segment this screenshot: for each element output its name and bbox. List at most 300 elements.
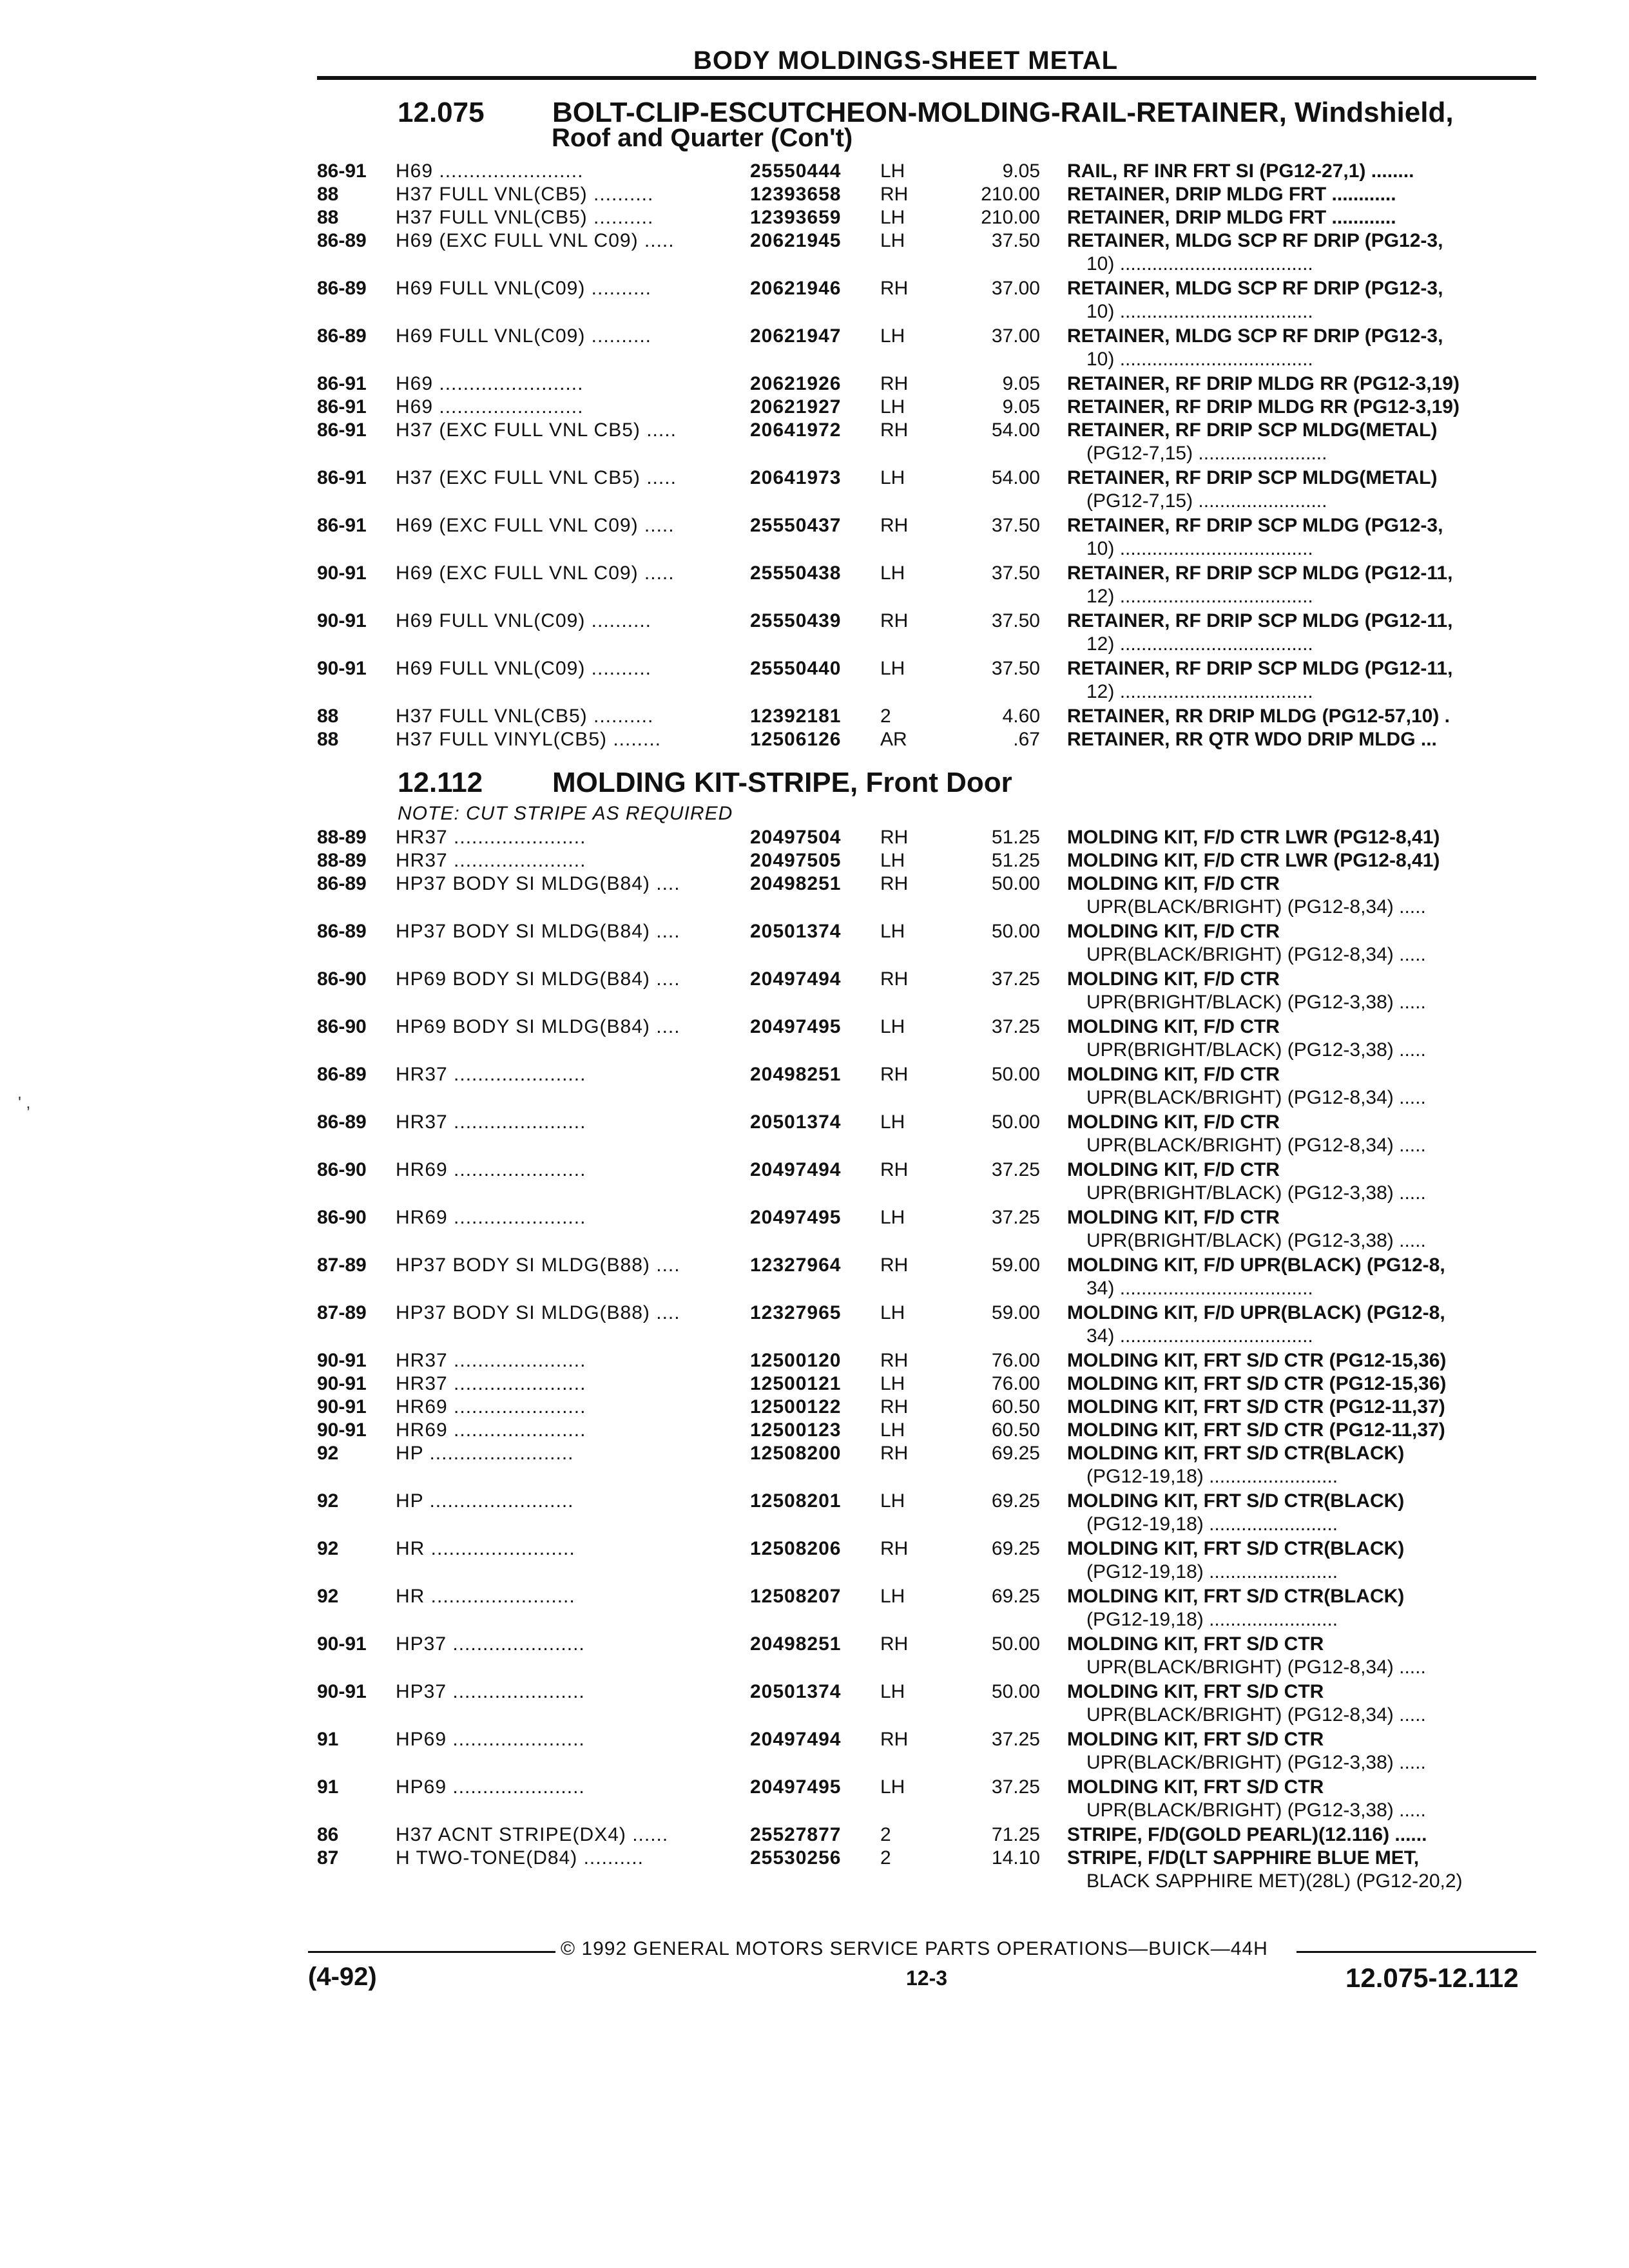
description-line: MOLDING KIT, FRT S/D CTR(BLACK) — [1067, 1490, 1405, 1512]
price: 69.25 — [991, 1490, 1040, 1512]
model-code: H TWO-TONE(D84) .......... — [396, 1847, 644, 1869]
side-qty: 2 — [880, 1824, 891, 1845]
part-number: 12500121 — [750, 1373, 842, 1394]
margin-mark: ' , — [18, 1093, 31, 1112]
model-year: 88 — [317, 706, 339, 727]
price: 37.50 — [991, 230, 1040, 251]
part-description — [1067, 1680, 1531, 1727]
side-qty: LH — [880, 1302, 905, 1323]
model-code: HP37 BODY SI MLDG(B84) .... — [396, 873, 680, 894]
description-line: RETAINER, RF DRIP SCP MLDG(METAL) — [1067, 467, 1438, 488]
model-code: HP69 BODY SI MLDG(B84) .... — [396, 1016, 680, 1037]
model-year: 86-89 — [317, 1111, 367, 1133]
model-year: 86-90 — [317, 1159, 367, 1180]
model-year: 86-91 — [317, 515, 367, 536]
part-number: 20498251 — [750, 1633, 842, 1655]
model-code: HR ........................ — [396, 1586, 575, 1607]
part-number: 12508201 — [750, 1490, 842, 1512]
description-line: MOLDING KIT, FRT S/D CTR — [1067, 1633, 1324, 1655]
side-qty: LH — [880, 1419, 905, 1441]
model-code: HR69 ...................... — [396, 1207, 586, 1228]
part-number: 20497494 — [750, 968, 842, 990]
price: 60.50 — [991, 1396, 1040, 1418]
price: 69.25 — [991, 1443, 1040, 1464]
footer-section-range: 12.075-12.112 — [1345, 1963, 1519, 1993]
model-code: HP ........................ — [396, 1443, 574, 1464]
price: 9.05 — [1002, 160, 1040, 182]
description-line: MOLDING KIT, F/D UPR(BLACK) (PG12-8, — [1067, 1302, 1445, 1323]
part-number: 25530256 — [750, 1847, 842, 1869]
part-description — [1067, 610, 1531, 656]
part-number: 20497495 — [750, 1016, 842, 1037]
description-line: MOLDING KIT, FRT S/D CTR (PG12-15,36) — [1067, 1373, 1447, 1394]
model-year: 92 — [317, 1586, 339, 1607]
footer-copyright: © 1992 GENERAL MOTORS SERVICE PARTS OPERATIONS—BUICK—44H — [561, 1938, 1268, 1959]
part-number: 20621927 — [750, 396, 842, 418]
part-description — [1067, 562, 1531, 608]
price: 4.60 — [1002, 706, 1040, 727]
part-description — [1067, 514, 1531, 561]
part-description — [1067, 1349, 1531, 1372]
part-description — [1067, 372, 1531, 396]
part-number: 12500123 — [750, 1419, 842, 1441]
price: 210.00 — [981, 184, 1040, 205]
description-line: MOLDING KIT, F/D CTR — [1067, 1111, 1280, 1133]
model-code: H69 ........................ — [396, 396, 584, 418]
description-line: MOLDING KIT, FRT S/D CTR — [1067, 1776, 1324, 1798]
model-code: H37 FULL VNL(CB5) .......... — [396, 184, 654, 205]
part-description — [1067, 1206, 1531, 1253]
price: 60.50 — [991, 1419, 1040, 1441]
part-description — [1067, 1442, 1531, 1488]
model-year: 90-91 — [317, 1373, 367, 1394]
section-number: 12.112 — [398, 767, 483, 798]
price: 50.00 — [991, 1111, 1040, 1133]
model-code: H69 (EXC FULL VNL C09) ..... — [396, 230, 675, 251]
description-line: RAIL, RF INR FRT SI (PG12-27,1) ........ — [1067, 160, 1414, 182]
price: 54.00 — [991, 467, 1040, 488]
description-continuation: (PG12-19,18) ........................ — [1086, 1514, 1338, 1535]
description-continuation: UPR(BRIGHT/BLACK) (PG12-3,38) ..... — [1086, 1039, 1426, 1061]
description-line: MOLDING KIT, F/D CTR — [1067, 1207, 1280, 1228]
model-year: 86-91 — [317, 160, 367, 182]
description-line: MOLDING KIT, F/D CTR LWR (PG12-8,41) — [1067, 850, 1440, 871]
part-number: 20621945 — [750, 230, 842, 251]
description-line: STRIPE, F/D(LT SAPPHIRE BLUE MET, — [1067, 1847, 1420, 1869]
side-qty: RH — [880, 1633, 909, 1655]
side-qty: LH — [880, 230, 905, 251]
part-number: 20497495 — [750, 1207, 842, 1228]
model-year: 86-91 — [317, 373, 367, 394]
part-number: 12506126 — [750, 729, 842, 750]
part-description — [1067, 1158, 1531, 1205]
description-continuation: (PG12-19,18) ........................ — [1086, 1466, 1338, 1487]
model-year: 90-91 — [317, 610, 367, 631]
part-description — [1067, 1254, 1531, 1300]
model-year: 88 — [317, 207, 339, 228]
part-number: 20497495 — [750, 1776, 842, 1798]
description-line: MOLDING KIT, F/D UPR(BLACK) (PG12-8, — [1067, 1254, 1445, 1276]
side-qty: LH — [880, 562, 905, 584]
part-description — [1067, 1847, 1531, 1893]
side-qty: LH — [880, 207, 905, 228]
price: 210.00 — [981, 207, 1040, 228]
part-number: 25550439 — [750, 610, 842, 631]
model-code: HR37 ...................... — [396, 827, 586, 848]
description-line: RETAINER, DRIP MLDG FRT ............ — [1067, 207, 1396, 228]
section-title: BOLT-CLIP-ESCUTCHEON-MOLDING-RAIL-RETAINER, Windshield, — [552, 97, 1454, 128]
price: 14.10 — [991, 1847, 1040, 1869]
part-description — [1067, 1302, 1531, 1348]
description-line: RETAINER, RF DRIP SCP MLDG (PG12-11, — [1067, 658, 1453, 679]
model-code: HP69 BODY SI MLDG(B84) .... — [396, 968, 680, 990]
description-line: MOLDING KIT, FRT S/D CTR — [1067, 1681, 1324, 1702]
model-year: 88 — [317, 729, 339, 750]
part-number: 20641972 — [750, 419, 842, 441]
part-description — [1067, 1728, 1531, 1774]
description-line: MOLDING KIT, F/D CTR — [1067, 968, 1280, 990]
part-description — [1067, 705, 1531, 728]
part-number: 12508207 — [750, 1586, 842, 1607]
description-line: MOLDING KIT, F/D CTR — [1067, 1159, 1280, 1180]
part-number: 20498251 — [750, 1064, 842, 1085]
model-code: HP37 BODY SI MLDG(B88) .... — [396, 1302, 680, 1323]
description-line: MOLDING KIT, F/D CTR — [1067, 921, 1280, 942]
description-line: MOLDING KIT, FRT S/D CTR — [1067, 1729, 1324, 1750]
price: 59.00 — [991, 1254, 1040, 1276]
part-description — [1067, 849, 1531, 872]
part-number: 25550438 — [750, 562, 842, 584]
part-description — [1067, 419, 1531, 465]
description-line: MOLDING KIT, FRT S/D CTR(BLACK) — [1067, 1586, 1405, 1607]
model-year: 86-91 — [317, 419, 367, 441]
price: 37.25 — [991, 968, 1040, 990]
description-continuation: UPR(BRIGHT/BLACK) (PG12-3,38) ..... — [1086, 992, 1426, 1013]
part-number: 25550440 — [750, 658, 842, 679]
model-year: 86-91 — [317, 396, 367, 418]
description-line: MOLDING KIT, F/D CTR LWR (PG12-8,41) — [1067, 827, 1440, 848]
description-continuation: UPR(BLACK/BRIGHT) (PG12-3,38) ..... — [1086, 1752, 1426, 1773]
side-qty: LH — [880, 1207, 905, 1228]
model-year: 86-89 — [317, 921, 367, 942]
model-code: HP69 ...................... — [396, 1729, 585, 1750]
part-description — [1067, 1063, 1531, 1110]
model-code: HP69 ...................... — [396, 1776, 585, 1798]
part-description — [1067, 1537, 1531, 1584]
description-line: MOLDING KIT, FRT S/D CTR(BLACK) — [1067, 1538, 1405, 1559]
description-continuation: 12) .................................... — [1086, 681, 1313, 702]
price: 37.50 — [991, 562, 1040, 584]
model-code: HR37 ...................... — [396, 1350, 586, 1371]
price: 54.00 — [991, 419, 1040, 441]
side-qty: RH — [880, 1254, 909, 1276]
model-year: 86-91 — [317, 467, 367, 488]
model-year: 90-91 — [317, 562, 367, 584]
description-continuation: 10) .................................... — [1086, 538, 1313, 559]
part-description — [1067, 1372, 1531, 1396]
part-number: 12500120 — [750, 1350, 842, 1371]
side-qty: RH — [880, 1729, 909, 1750]
description-line: RETAINER, RF DRIP SCP MLDG (PG12-11, — [1067, 610, 1453, 631]
model-year: 86 — [317, 1824, 339, 1845]
model-year: 92 — [317, 1443, 339, 1464]
model-year: 86-89 — [317, 278, 367, 299]
description-continuation: UPR(BLACK/BRIGHT) (PG12-8,34) ..... — [1086, 1087, 1426, 1108]
part-number: 12393658 — [750, 184, 842, 205]
model-code: H37 FULL VINYL(CB5) ........ — [396, 729, 662, 750]
description-continuation: UPR(BLACK/BRIGHT) (PG12-8,34) ..... — [1086, 944, 1426, 965]
description-continuation: (PG12-19,18) ........................ — [1086, 1561, 1338, 1582]
part-number: 20621926 — [750, 373, 842, 394]
part-description — [1067, 1490, 1531, 1536]
part-description — [1067, 872, 1531, 919]
description-continuation: UPR(BLACK/BRIGHT) (PG12-8,34) ..... — [1086, 896, 1426, 918]
description-continuation: 12) .................................... — [1086, 586, 1313, 607]
price: 50.00 — [991, 1681, 1040, 1702]
price: 69.25 — [991, 1586, 1040, 1607]
side-qty: LH — [880, 1681, 905, 1702]
part-number: 20621946 — [750, 278, 842, 299]
part-description — [1067, 1776, 1531, 1822]
part-description — [1067, 1823, 1531, 1847]
part-number: 12327965 — [750, 1302, 842, 1323]
model-code: H69 (EXC FULL VNL C09) ..... — [396, 562, 675, 584]
price: 37.25 — [991, 1729, 1040, 1750]
side-qty: RH — [880, 1064, 909, 1085]
model-year: 90-91 — [317, 1350, 367, 1371]
model-code: H37 (EXC FULL VNL CB5) ..... — [396, 419, 677, 441]
side-qty: RH — [880, 873, 909, 894]
side-qty: RH — [880, 373, 909, 394]
part-description — [1067, 920, 1531, 966]
price: 69.25 — [991, 1538, 1040, 1559]
part-description — [1067, 1585, 1531, 1631]
description-line: RETAINER, DRIP MLDG FRT ............ — [1067, 184, 1396, 205]
section-title: MOLDING KIT-STRIPE, Front Door — [552, 767, 1012, 798]
price: 51.25 — [991, 850, 1040, 871]
side-qty: RH — [880, 1396, 909, 1418]
part-number: 20621947 — [750, 325, 842, 347]
model-year: 92 — [317, 1538, 339, 1559]
description-continuation: BLACK SAPPHIRE MET)(28L) (PG12-20,2) — [1086, 1870, 1463, 1892]
part-number: 20498251 — [750, 873, 842, 894]
side-qty: RH — [880, 1538, 909, 1559]
price: 37.00 — [991, 278, 1040, 299]
price: 9.05 — [1002, 396, 1040, 418]
part-number: 20497505 — [750, 850, 842, 871]
part-number: 20501374 — [750, 921, 842, 942]
part-number: 20497494 — [750, 1159, 842, 1180]
part-number: 12508200 — [750, 1443, 842, 1464]
section-note: NOTE: CUT STRIPE AS REQUIRED — [398, 803, 733, 824]
description-continuation: UPR(BLACK/BRIGHT) (PG12-8,34) ..... — [1086, 1135, 1426, 1156]
part-number: 12508206 — [750, 1538, 842, 1559]
description-line: RETAINER, RF DRIP SCP MLDG (PG12-11, — [1067, 562, 1453, 584]
part-number: 25550437 — [750, 515, 842, 536]
part-number: 12327964 — [750, 1254, 842, 1276]
side-qty: LH — [880, 1776, 905, 1798]
model-code: HP37 ...................... — [396, 1633, 585, 1655]
price: 76.00 — [991, 1350, 1040, 1371]
description-continuation: (PG12-7,15) ........................ — [1086, 443, 1327, 464]
footer-page-number: 12-3 — [906, 1966, 948, 1990]
model-code: HP37 ...................... — [396, 1681, 585, 1702]
side-qty: LH — [880, 160, 905, 182]
description-continuation: 10) .................................... — [1086, 349, 1313, 370]
side-qty: RH — [880, 610, 909, 631]
side-qty: RH — [880, 184, 909, 205]
model-code: H69 FULL VNL(C09) .......... — [396, 658, 652, 679]
part-description — [1067, 1419, 1531, 1442]
price: 50.00 — [991, 873, 1040, 894]
description-line: RETAINER, RF DRIP SCP MLDG (PG12-3, — [1067, 515, 1443, 536]
side-qty: LH — [880, 1016, 905, 1037]
footer-rule-right — [1296, 1951, 1536, 1953]
description-continuation: (PG12-7,15) ........................ — [1086, 490, 1327, 512]
description-continuation: 10) .................................... — [1086, 253, 1313, 274]
model-code: HR37 ...................... — [396, 1373, 586, 1394]
part-number: 20497494 — [750, 1729, 842, 1750]
model-code: H69 FULL VNL(C09) .......... — [396, 278, 652, 299]
part-description — [1067, 466, 1531, 513]
part-description — [1067, 160, 1531, 183]
description-continuation: UPR(BLACK/BRIGHT) (PG12-8,34) ..... — [1086, 1657, 1426, 1678]
description-line: RETAINER, MLDG SCP RF DRIP (PG12-3, — [1067, 230, 1443, 251]
model-year: 92 — [317, 1490, 339, 1512]
side-qty: RH — [880, 1159, 909, 1180]
part-description — [1067, 277, 1531, 323]
part-number: 25527877 — [750, 1824, 842, 1845]
description-line: MOLDING KIT, F/D CTR — [1067, 873, 1280, 894]
footer-rule-left — [308, 1951, 555, 1953]
side-qty: LH — [880, 921, 905, 942]
part-description — [1067, 728, 1531, 751]
part-description — [1067, 1396, 1531, 1419]
side-qty: RH — [880, 278, 909, 299]
side-qty: RH — [880, 968, 909, 990]
part-description — [1067, 826, 1531, 849]
model-year: 91 — [317, 1776, 339, 1798]
price: 37.50 — [991, 515, 1040, 536]
model-code: HP37 BODY SI MLDG(B84) .... — [396, 921, 680, 942]
price: .67 — [1013, 729, 1040, 750]
part-description — [1067, 206, 1531, 229]
price: 50.00 — [991, 921, 1040, 942]
model-year: 86-89 — [317, 1064, 367, 1085]
side-qty: LH — [880, 850, 905, 871]
description-line: MOLDING KIT, F/D CTR — [1067, 1064, 1280, 1085]
description-line: STRIPE, F/D(GOLD PEARL)(12.116) ...... — [1067, 1824, 1427, 1845]
side-qty: 2 — [880, 1847, 891, 1869]
price: 37.25 — [991, 1207, 1040, 1228]
price: 50.00 — [991, 1064, 1040, 1085]
model-code: H69 FULL VNL(C09) .......... — [396, 325, 652, 347]
price: 71.25 — [991, 1824, 1040, 1845]
part-number: 12500122 — [750, 1396, 842, 1418]
side-qty: LH — [880, 1111, 905, 1133]
description-continuation: UPR(BRIGHT/BLACK) (PG12-3,38) ..... — [1086, 1230, 1426, 1251]
description-line: MOLDING KIT, FRT S/D CTR(BLACK) — [1067, 1443, 1405, 1464]
model-year: 91 — [317, 1729, 339, 1750]
model-code: H69 ........................ — [396, 160, 584, 182]
side-qty: RH — [880, 419, 909, 441]
model-code: H37 (EXC FULL VNL CB5) ..... — [396, 467, 677, 488]
side-qty: LH — [880, 325, 905, 347]
model-code: H37 FULL VNL(CB5) .......... — [396, 706, 654, 727]
footer-date: (4-92) — [308, 1963, 377, 1991]
description-continuation: 12) .................................... — [1086, 633, 1313, 655]
model-code: HR69 ...................... — [396, 1159, 586, 1180]
description-continuation: 10) .................................... — [1086, 301, 1313, 322]
model-year: 86-90 — [317, 1016, 367, 1037]
model-code: HR69 ...................... — [396, 1419, 586, 1441]
part-number: 20501374 — [750, 1681, 842, 1702]
model-code: HP ........................ — [396, 1490, 574, 1512]
model-year: 90-91 — [317, 1633, 367, 1655]
section-title-continuation: Roof and Quarter (Con't) — [552, 124, 853, 152]
header-rule — [317, 76, 1536, 80]
model-code: H69 FULL VNL(C09) .......... — [396, 610, 652, 631]
model-code: HR69 ...................... — [396, 1396, 586, 1418]
description-line: RETAINER, MLDG SCP RF DRIP (PG12-3, — [1067, 278, 1443, 299]
description-continuation: (PG12-19,18) ........................ — [1086, 1609, 1338, 1630]
part-number: 20497504 — [750, 827, 842, 848]
part-description — [1067, 657, 1531, 704]
model-code: H37 FULL VNL(CB5) .......... — [396, 207, 654, 228]
description-line: RETAINER, RR QTR WDO DRIP MLDG ... — [1067, 729, 1437, 750]
description-line: MOLDING KIT, FRT S/D CTR (PG12-11,37) — [1067, 1419, 1445, 1441]
price: 50.00 — [991, 1633, 1040, 1655]
price: 37.00 — [991, 325, 1040, 347]
price: 37.25 — [991, 1776, 1040, 1798]
description-continuation: UPR(BLACK/BRIGHT) (PG12-3,38) ..... — [1086, 1800, 1426, 1821]
part-description — [1067, 325, 1531, 371]
price: 76.00 — [991, 1373, 1040, 1394]
model-code: H69 ........................ — [396, 373, 584, 394]
model-year: 87-89 — [317, 1302, 367, 1323]
model-code: HR37 ...................... — [396, 1111, 586, 1133]
model-code: HR37 ...................... — [396, 850, 586, 871]
side-qty: RH — [880, 827, 909, 848]
description-continuation: UPR(BLACK/BRIGHT) (PG12-8,34) ..... — [1086, 1704, 1426, 1725]
side-qty: LH — [880, 1586, 905, 1607]
model-year: 86-90 — [317, 1207, 367, 1228]
side-qty: LH — [880, 658, 905, 679]
model-year: 86-89 — [317, 325, 367, 347]
side-qty: AR — [880, 729, 907, 750]
side-qty: LH — [880, 467, 905, 488]
price: 9.05 — [1002, 373, 1040, 394]
model-code: H69 (EXC FULL VNL C09) ..... — [396, 515, 675, 536]
model-code: HP37 BODY SI MLDG(B88) .... — [396, 1254, 680, 1276]
description-line: MOLDING KIT, FRT S/D CTR (PG12-11,37) — [1067, 1396, 1445, 1418]
price: 59.00 — [991, 1302, 1040, 1323]
section-number: 12.075 — [398, 97, 485, 128]
description-line: RETAINER, RR DRIP MLDG (PG12-57,10) . — [1067, 706, 1450, 727]
part-description — [1067, 183, 1531, 206]
price: 37.25 — [991, 1159, 1040, 1180]
description-line: MOLDING KIT, FRT S/D CTR (PG12-15,36) — [1067, 1350, 1447, 1371]
part-number: 20501374 — [750, 1111, 842, 1133]
description-continuation: UPR(BRIGHT/BLACK) (PG12-3,38) ..... — [1086, 1182, 1426, 1204]
description-line: MOLDING KIT, F/D CTR — [1067, 1016, 1280, 1037]
part-number: 20641973 — [750, 467, 842, 488]
part-number: 25550444 — [750, 160, 842, 182]
description-line: RETAINER, RF DRIP SCP MLDG(METAL) — [1067, 419, 1438, 441]
model-year: 90-91 — [317, 1396, 367, 1418]
price: 37.50 — [991, 610, 1040, 631]
model-code: HR37 ...................... — [396, 1064, 586, 1085]
